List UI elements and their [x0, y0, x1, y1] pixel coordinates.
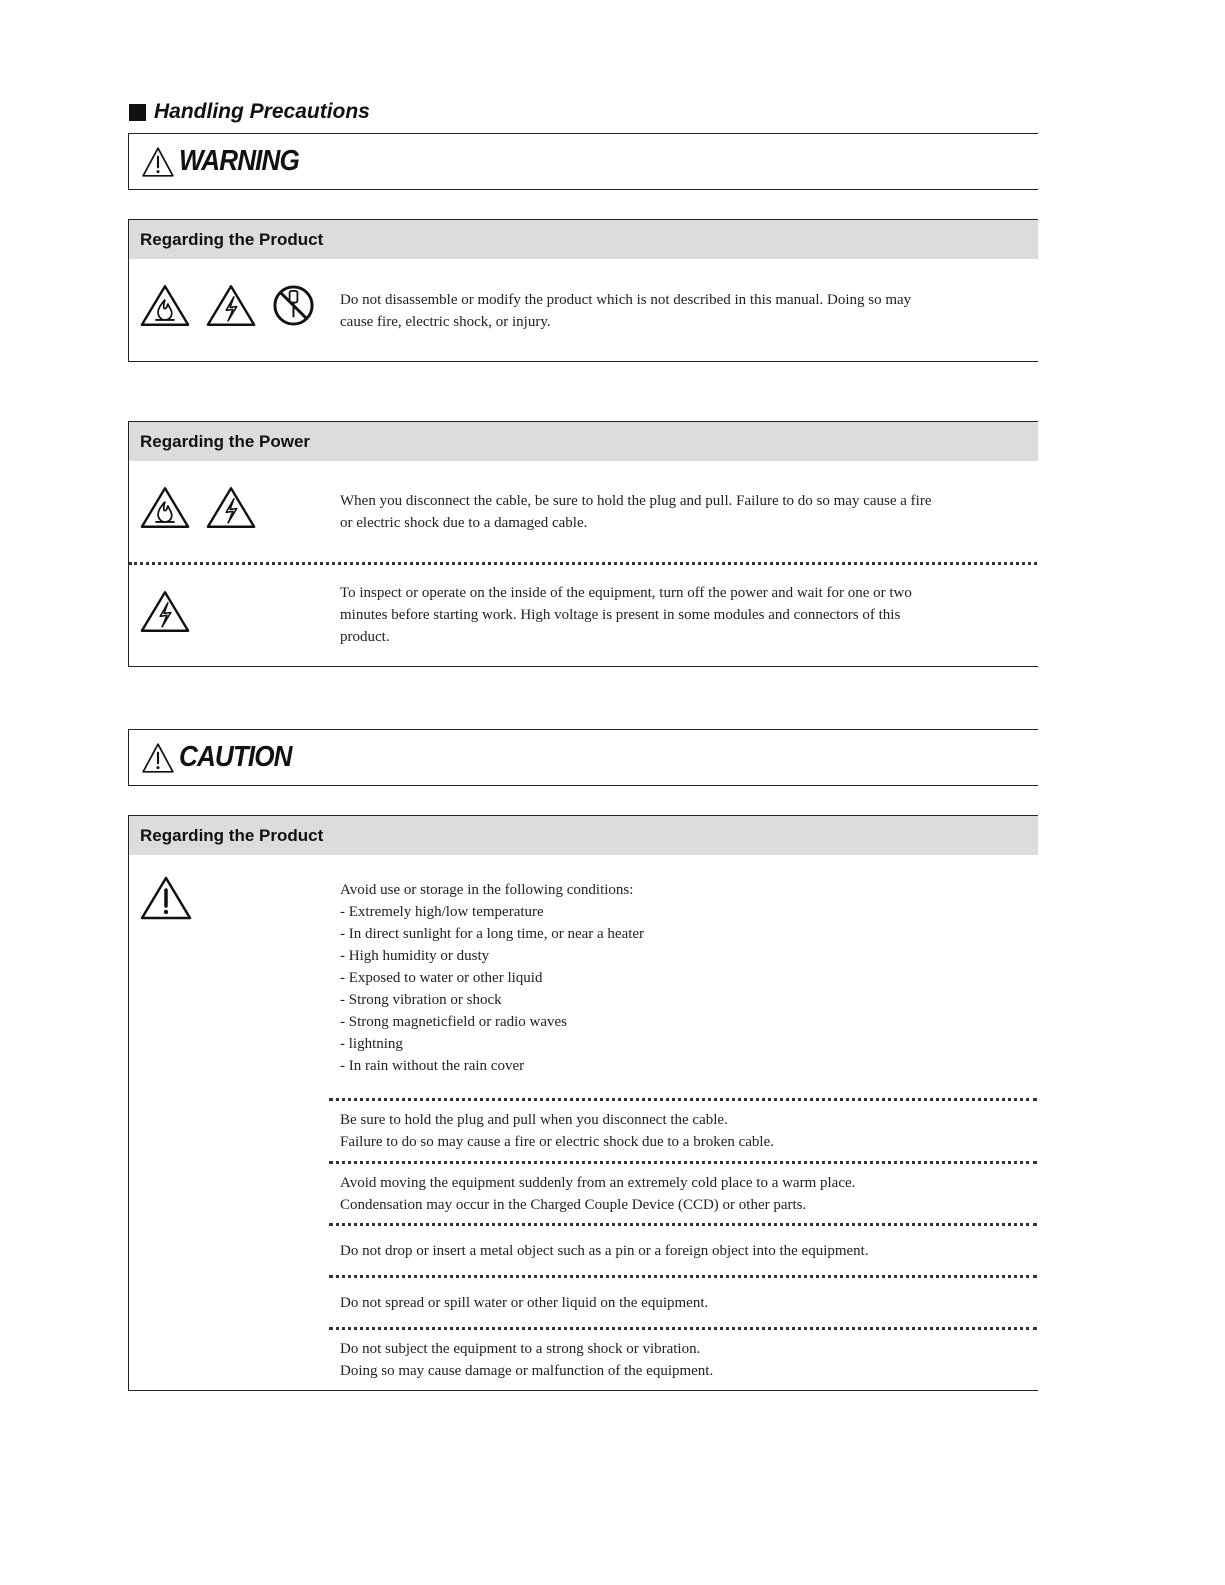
fire-hazard-icon [139, 485, 191, 530]
warning-power-panel [128, 421, 1038, 667]
panel-title: Regarding the Power [140, 431, 311, 451]
section-title: Handling Precautions [154, 100, 370, 123]
caution-icon [139, 875, 193, 921]
electric-shock-icon [205, 283, 257, 328]
dotted-divider [329, 1275, 1037, 1278]
condition-item: - High humidity or dusty [340, 948, 490, 964]
text-line: Failure to do so may cause a fire or electric shock due to a broken cable. [340, 1134, 774, 1150]
condition-item: - In direct sunlight for a long time, or near a heater [340, 926, 645, 942]
text-line: Do not drop or insert a metal object such as a pin or a foreign object into the equipment. [340, 1243, 869, 1259]
no-disassembly-icon [271, 283, 316, 328]
icon-group [139, 283, 316, 328]
caution-note-4 [340, 1292, 1030, 1314]
warning-product-panel [128, 219, 1038, 362]
warning-label: WARNING [179, 145, 299, 177]
text-line: minutes before starting work. High voltage is present in some modules and connectors of this [340, 607, 901, 623]
panel-header [129, 422, 1038, 461]
panel-header [129, 220, 1038, 259]
caution-note-2 [340, 1172, 1030, 1216]
condition-item: - In rain without the rain cover [340, 1058, 525, 1074]
warning-label-box [128, 133, 1038, 190]
text-line: cause fire, electric shock, or injury. [340, 314, 551, 330]
caution-note-3 [340, 1240, 1030, 1262]
dotted-divider [329, 1327, 1037, 1330]
text-line: To inspect or operate on the inside of the equipment, turn off the power and wait for one or two [340, 585, 912, 601]
warning-product-row [129, 259, 1037, 361]
caution-label: CAUTION [179, 741, 292, 773]
text-line: When you disconnect the cable, be sure to hold the plug and pull. Failure to do so may cause a fire [340, 493, 932, 509]
conditions-intro: Avoid use or storage in the following conditions: [340, 882, 634, 898]
text-line: Do not disassemble or modify the product which is not described in this manual. Doing so may [340, 292, 912, 308]
condition-item: - Exposed to water or other liquid [340, 970, 543, 986]
electric-shock-icon [205, 485, 257, 530]
text-line: product. [340, 629, 390, 645]
caution-small-icon [141, 742, 175, 774]
caution-note-5 [340, 1338, 1030, 1382]
conditions-list [340, 879, 1030, 1077]
warning-icon [141, 146, 175, 178]
power-item-1 [129, 461, 1037, 565]
dotted-divider [329, 1161, 1037, 1164]
icon-group [139, 485, 257, 530]
text-line: or electric shock due to a damaged cable. [340, 515, 588, 531]
fire-hazard-icon [139, 283, 191, 328]
icon-group [139, 875, 193, 921]
text-line: Be sure to hold the plug and pull when you disconnect the cable. [340, 1112, 728, 1128]
caution-product-panel [128, 815, 1038, 1391]
text-line: Condensation may occur in the Charged Couple Device (CCD) or other parts. [340, 1197, 807, 1213]
text-line: Doing so may cause damage or malfunction of the equipment. [340, 1363, 714, 1379]
power-item-2 [129, 565, 1037, 666]
power-item-2-text [340, 582, 1030, 648]
text-line: Do not subject the equipment to a strong shock or vibration. [340, 1341, 701, 1357]
icon-group [139, 589, 191, 634]
condition-item: - Strong vibration or shock [340, 992, 502, 1008]
condition-item: - lightning [340, 1036, 403, 1052]
square-bullet-icon [129, 104, 146, 121]
warning-product-text [340, 289, 1030, 333]
caution-note-1 [340, 1109, 1030, 1153]
condition-item: - Strong magneticfield or radio waves [340, 1014, 568, 1030]
condition-item: - Extremely high/low temperature [340, 904, 544, 920]
section-heading [129, 98, 370, 126]
text-line: Do not spread or spill water or other liquid on the equipment. [340, 1295, 709, 1311]
text-line: Avoid moving the equipment suddenly from an extremely cold place to a warm place. [340, 1175, 856, 1191]
panel-title: Regarding the Product [140, 825, 324, 845]
dotted-divider [329, 1098, 1037, 1101]
panel-header [129, 816, 1038, 855]
caution-label-box [128, 729, 1038, 786]
electric-shock-icon [139, 589, 191, 634]
panel-title: Regarding the Product [140, 229, 324, 249]
dotted-divider [329, 1223, 1037, 1226]
power-item-1-text [340, 490, 1030, 534]
